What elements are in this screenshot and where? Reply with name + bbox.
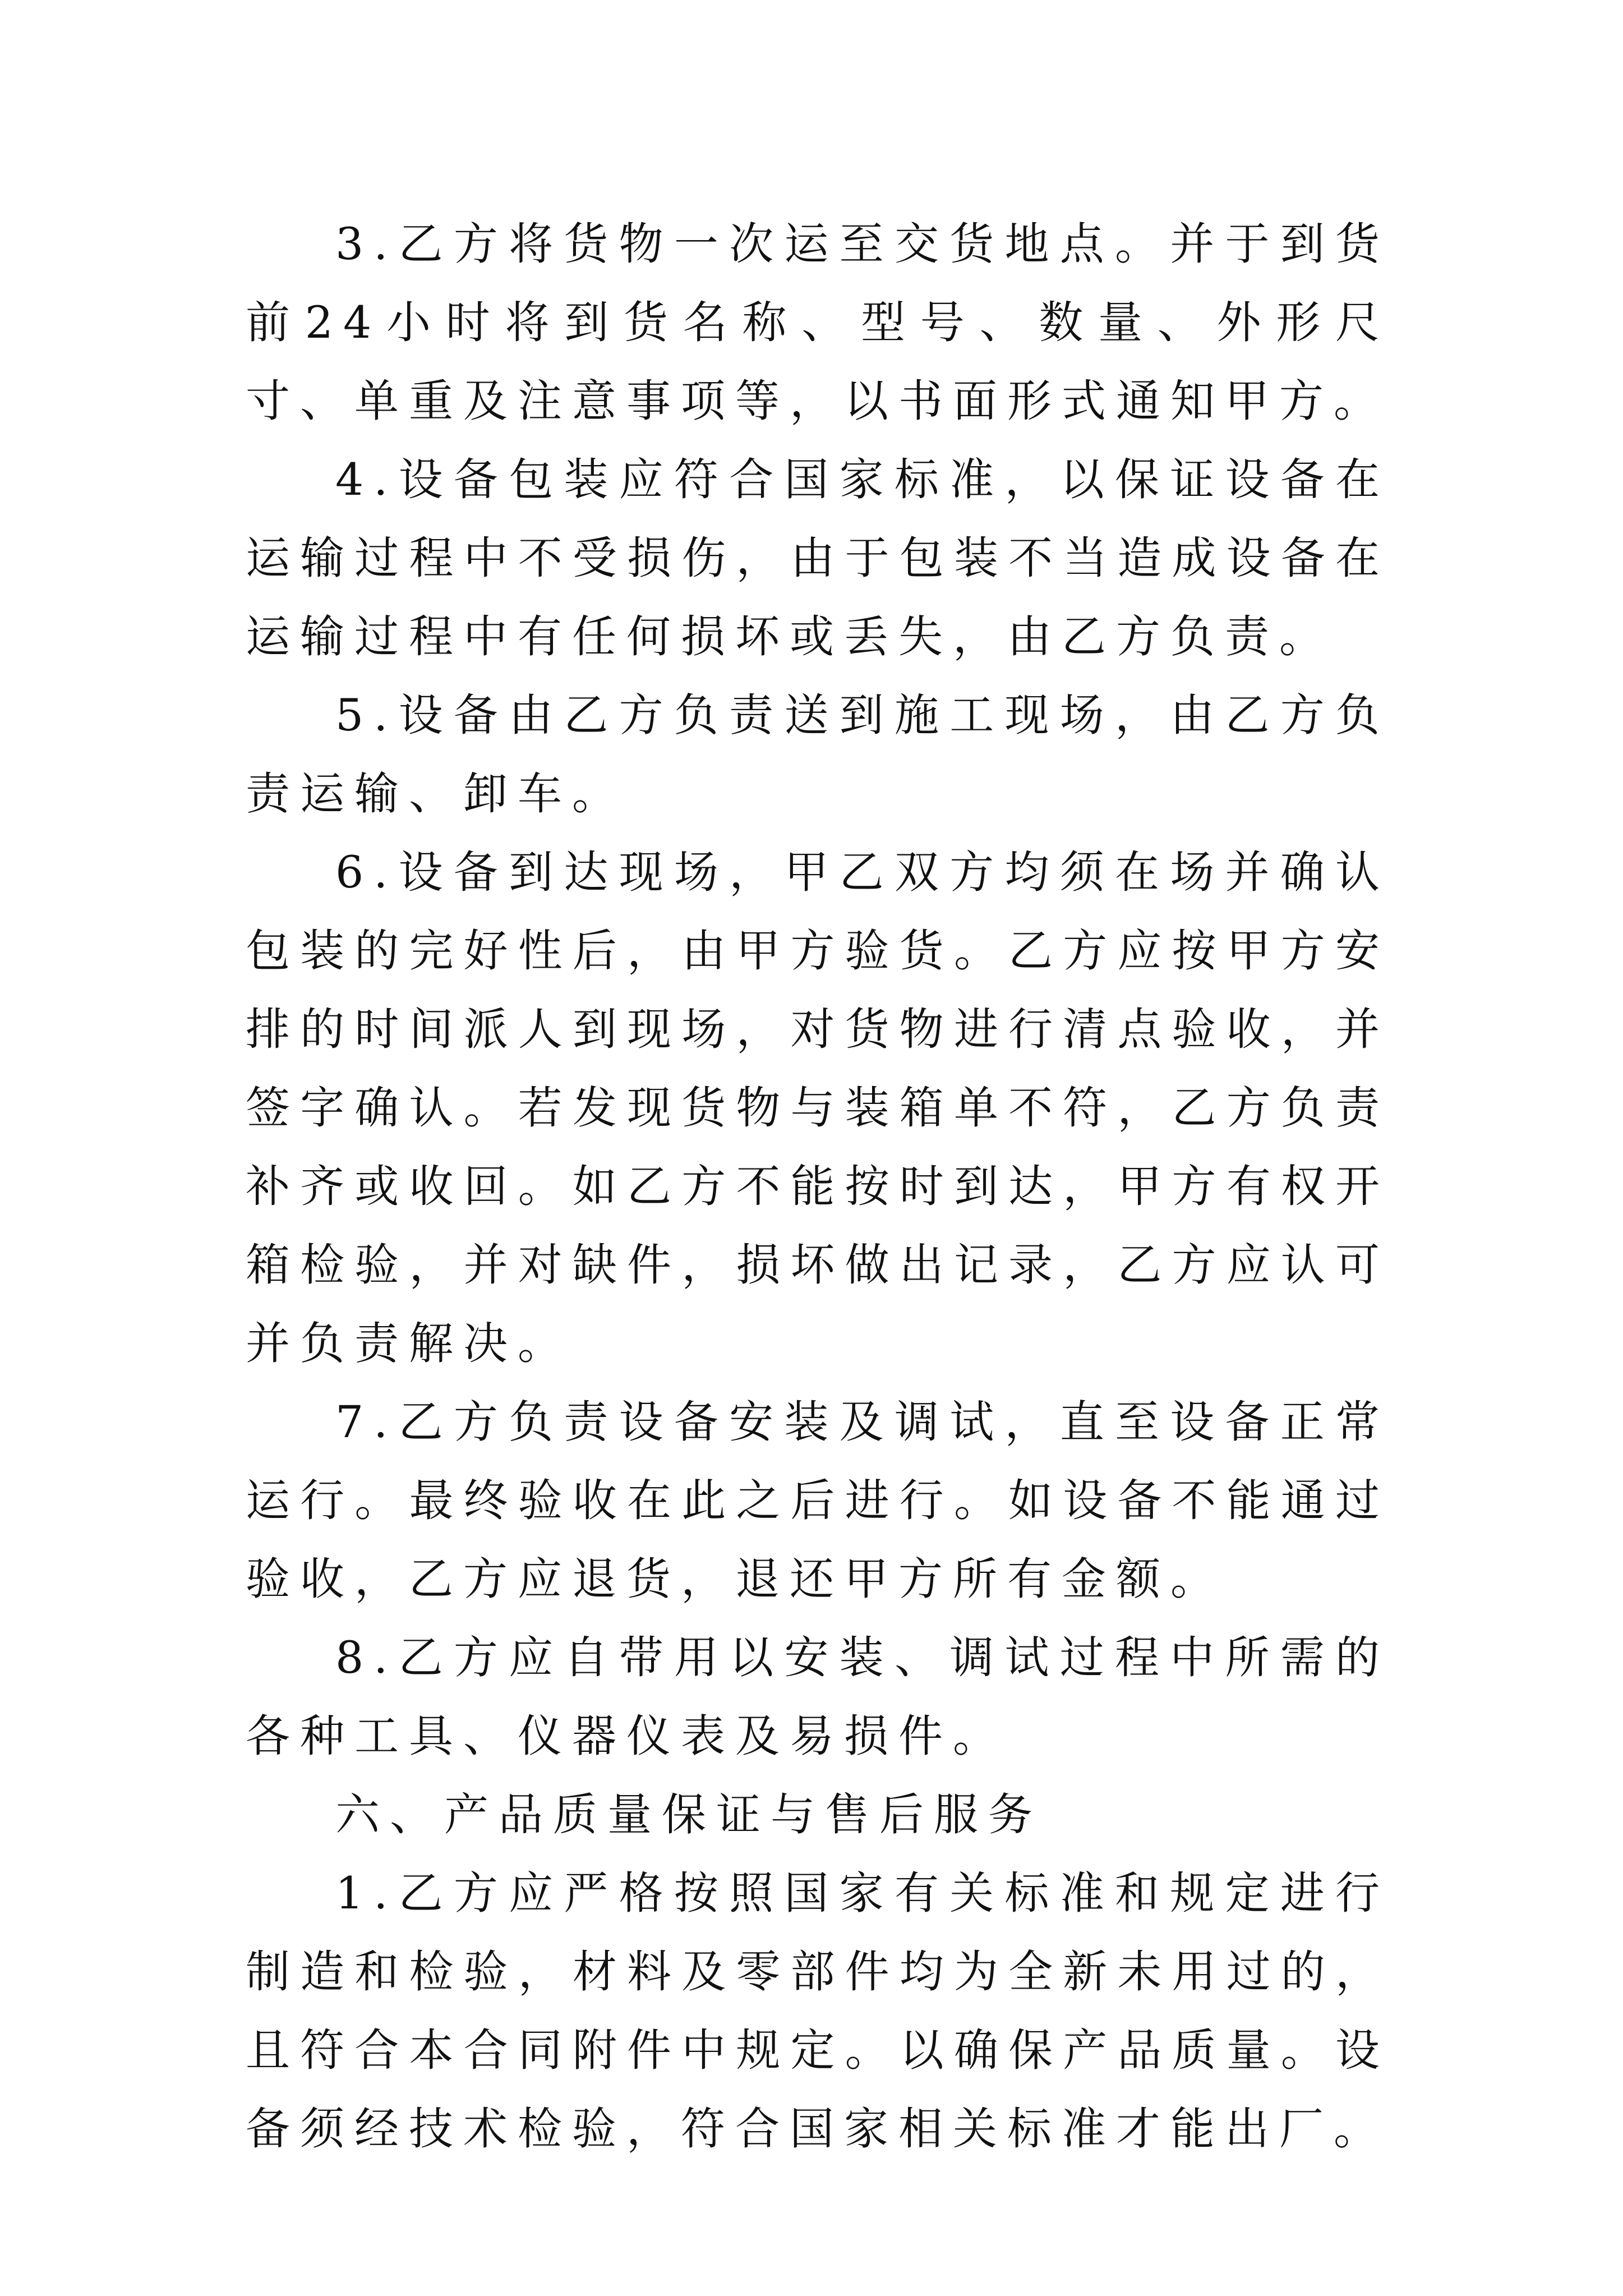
paragraph-quality-standard: 1.乙方应严格按照国家有关标准和规定进行制造和检验，材料及零部件均为全新未用过的，且符合本合同附件中规定。以确保产品质量。设备须经技术检验，符合国家相关标准才能出厂。: [246, 1867, 1390, 2155]
paragraph-tools: 8.乙方应自带用以安装、调试过程中所需的各种工具、仪器仪表及易损件。: [246, 1632, 1390, 1762]
paragraph-packaging: 4.设备包装应符合国家标准，以保证设备在运输过程中不受损伤，由于包装不当造成设备在运输过程中有任何损坏或丢失，由乙方负责。: [246, 454, 1390, 662]
document-body: [246, 205, 1390, 2168]
paragraph-installation: 7.乙方负责设备安装及调试，直至设备正常运行。最终验收在此之后进行。如设备不能通过验收，乙方应退货，退还甲方所有金额。: [246, 1396, 1390, 1605]
paragraph-inspection: 6.设备到达现场，甲乙双方均须在场并确认包装的完好性后，由甲方验货。乙方应按甲方安排的时间派人到现场，对货物进行清点验收，并签字确认。若发现货物与装箱单不符，乙方负责补齐或收回。如乙方不能按时到达，甲方有权开箱检验，并对缺件，损坏做出记录，乙方应认可并负责解决。: [246, 846, 1390, 1369]
paragraph-delivery-notice: 3.乙方将货物一次运至交货地点。并于到货前24小时将到货名称、型号、数量、外形尺寸、单重及注意事项等，以书面形式通知甲方。: [246, 218, 1390, 427]
paragraph-transport: 5.设备由乙方负责送到施工现场，由乙方负责运输、卸车。: [246, 689, 1390, 820]
section-heading-quality: 六、产品质量保证与售后服务: [335, 1789, 1043, 1841]
